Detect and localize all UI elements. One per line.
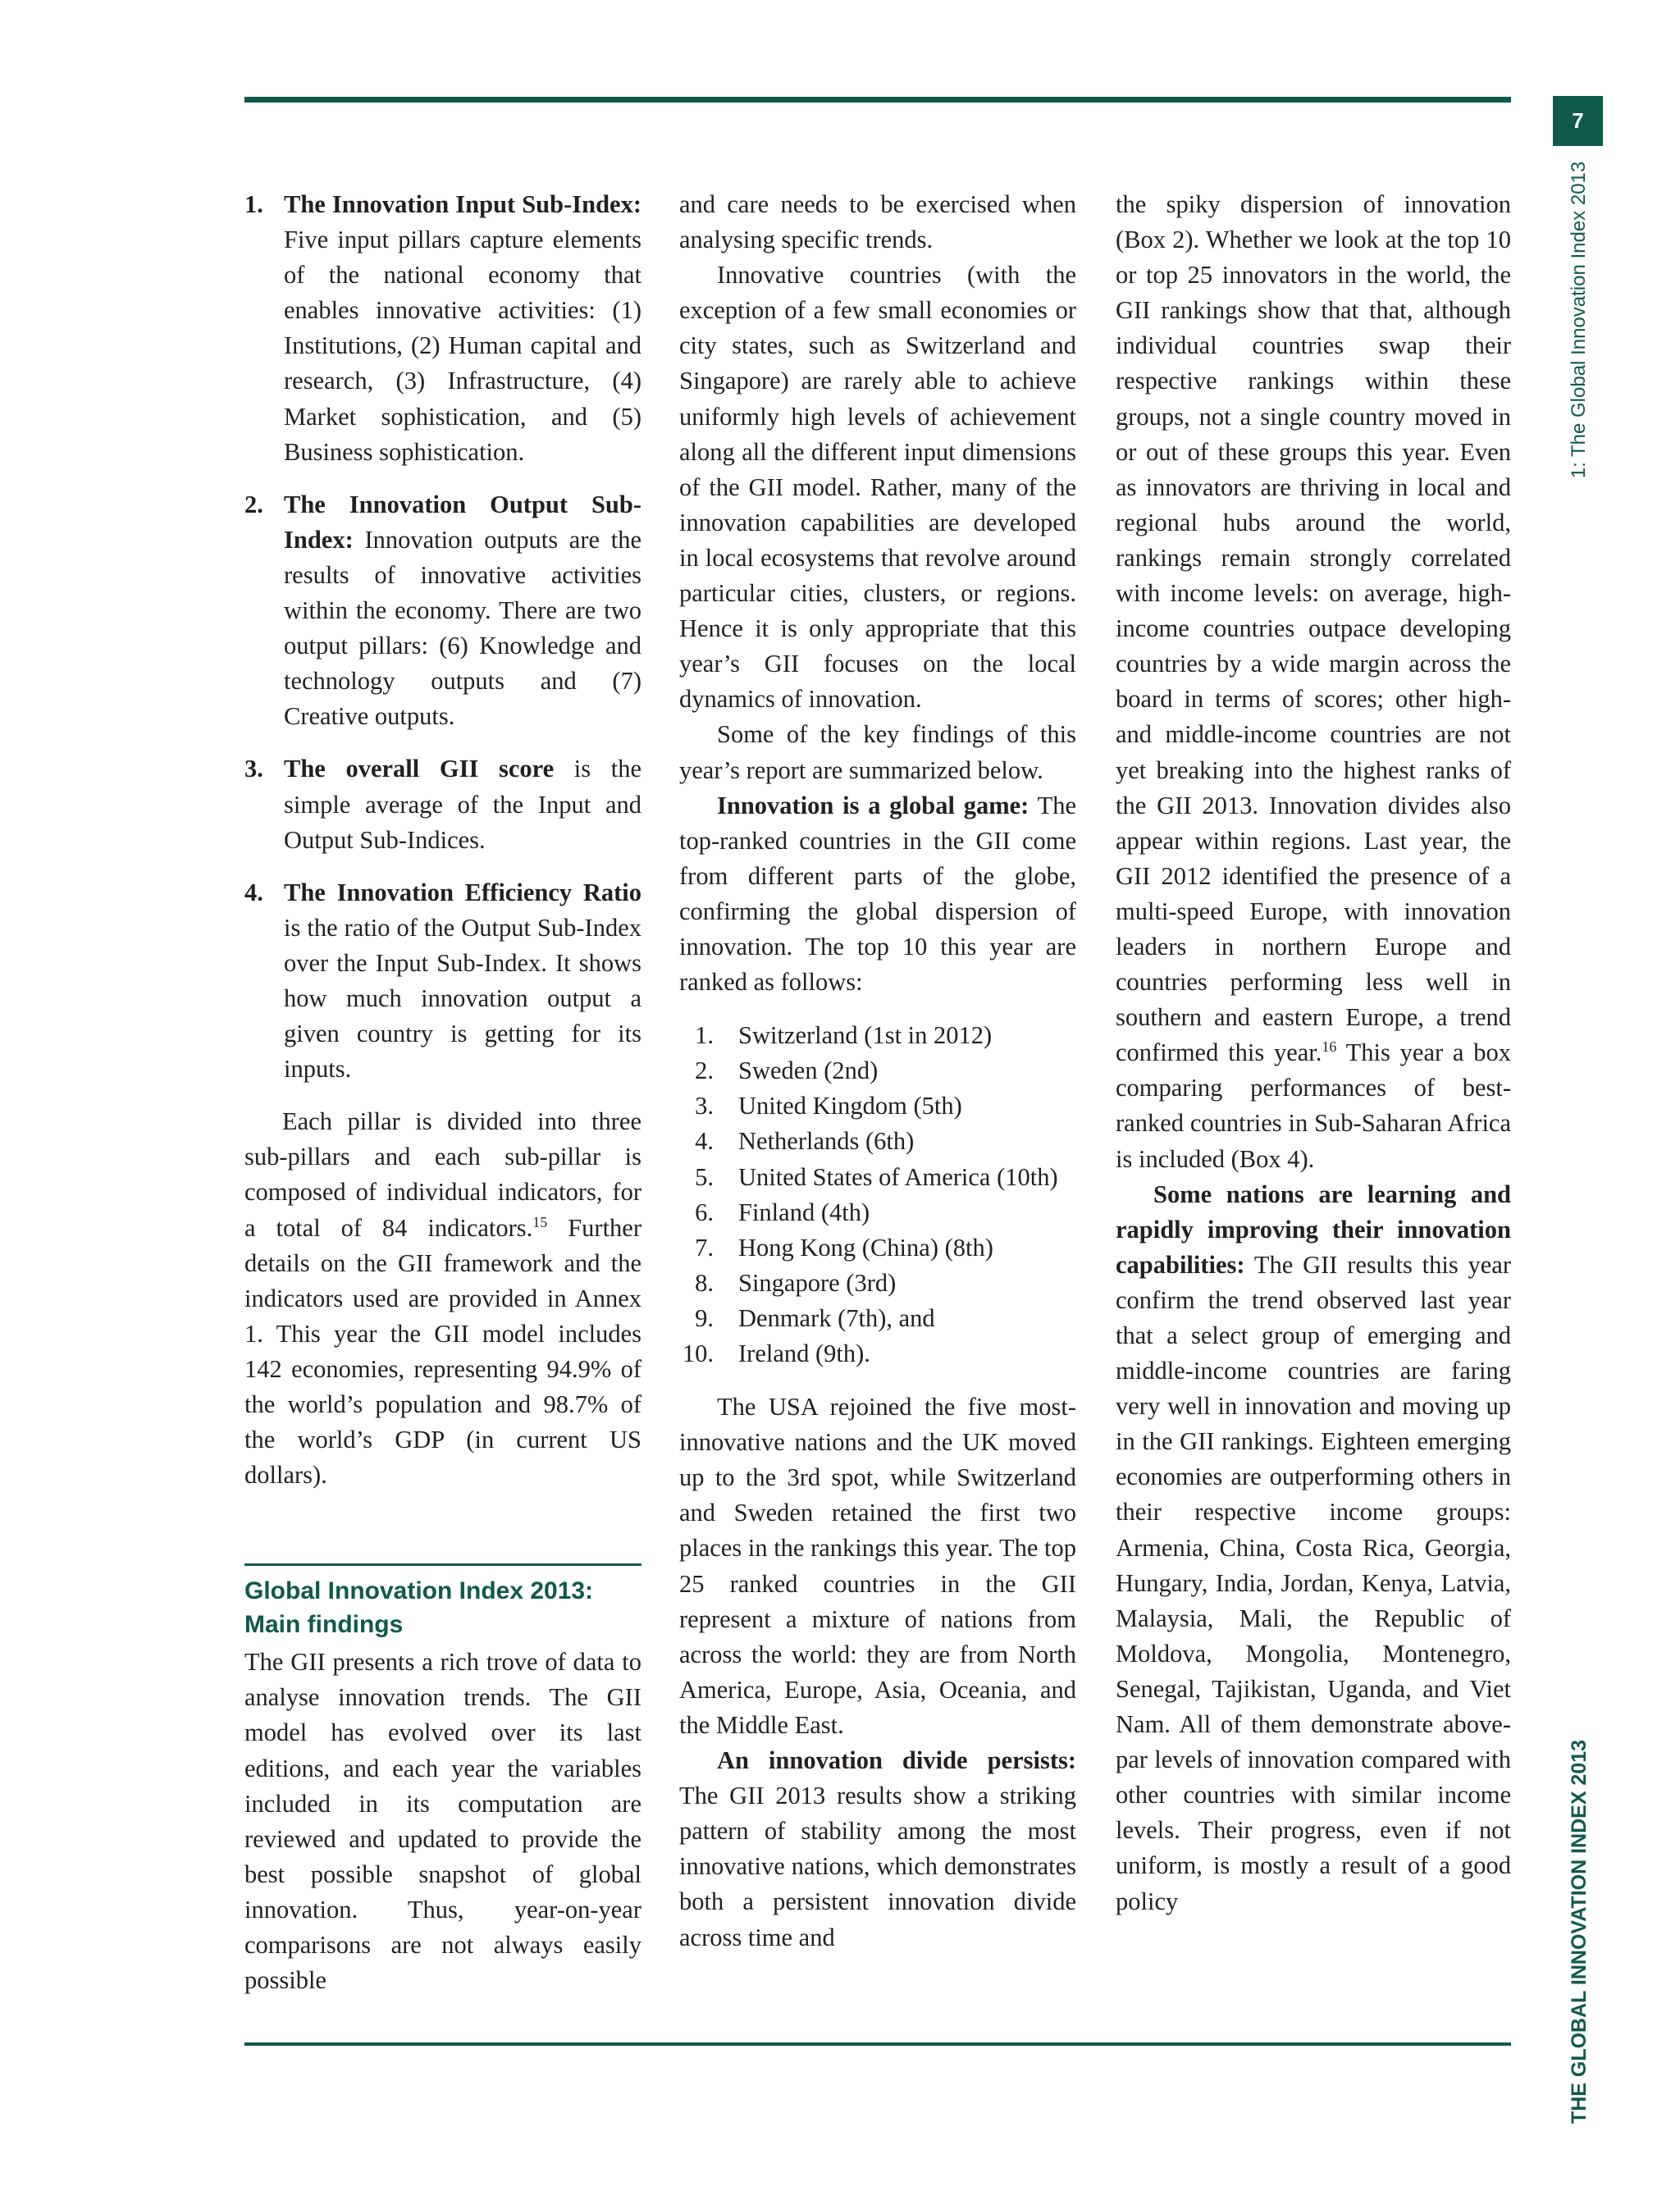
list-number: 3. bbox=[244, 755, 263, 783]
list-number: 5. bbox=[695, 1162, 714, 1191]
list-item bbox=[244, 187, 641, 470]
list-item bbox=[244, 487, 641, 735]
run-in-heading: Innovation is a global game: bbox=[717, 791, 1029, 819]
list-item: 8. Singapore (3rd) bbox=[679, 1266, 1076, 1301]
list-number: 4. bbox=[695, 1127, 714, 1156]
list-item-text: is the ratio of the Output Sub-Index over the Input Sub-Index. It shows how much innovation output a given country is getting for its inputs. bbox=[284, 913, 641, 1084]
body-paragraph: and care needs to be exercised when analysing specific trends. bbox=[679, 190, 1076, 254]
list-number: 7. bbox=[695, 1233, 714, 1262]
section-heading: Global Innovation Index 2013: Main findings bbox=[244, 1577, 594, 1639]
list-number: 3. bbox=[695, 1092, 714, 1120]
page-number: 7 bbox=[1553, 96, 1603, 146]
list-item: 6. Finland (4th) bbox=[679, 1195, 1076, 1230]
column-1 bbox=[244, 187, 641, 1998]
bottom-rule bbox=[244, 2042, 1511, 2046]
list-item-text: Five input pillars capture elements of the national economy that enables innovative activities: (1) Institutions, (2) Human capital and research, (3) Infrastructure, (4) Market sophistication, and (5) Business sophistication. bbox=[284, 226, 641, 466]
list-item: 2. Sweden (2nd) bbox=[679, 1053, 1076, 1088]
footnote-ref: 15 bbox=[532, 1213, 548, 1230]
body-paragraph: The GII presents a rich trove of data to analyse innovation trends. The GII model has evolved over its last editions, and each year the variables included in its computation are reviewed and updated to provide the best possible snapshot of global innovation. Thus, year-on-year comparisons are not always easily possible bbox=[244, 1648, 641, 1995]
list-item-term: The Innovation Efficiency Ratio bbox=[284, 878, 641, 906]
run-in-heading: An innovation divide persists: bbox=[717, 1746, 1076, 1775]
list-item bbox=[244, 875, 641, 1088]
body-paragraph: the spiky dispersion of innovation (Box 2). Whether we look at the top 10 or top 25 innovators in the world, the GII rankings show that that, although individual countries swap their respective rankings within these groups, not a single country moved in or out of these groups this year. Even as innovators are thriving in local and regional hubs around the world, rankings remain strongly correlated with income levels: on average, high-income countries outpace developing countries by a wide margin across the board in terms of scores; other high- and middle-income countries are not yet breaking into the highest ranks of the GII 2013. Innovation divides also appear within regions. Last year, the GII 2012 identified the presence of a multi-speed Europe, with innovation leaders in northern Europe and countries performing less well in southern and eastern Europe, a trend confirmed this year.$^{16}$ This year a box comparing performances of best-ranked countries in Sub-Saharan Africa is included (Box 4). bbox=[1116, 190, 1511, 1173]
list-item: 9. Denmark (7th), and bbox=[679, 1301, 1076, 1336]
list-number: 2. bbox=[244, 490, 263, 518]
list-item-term: The Innovation Output Sub-Index: bbox=[284, 490, 641, 554]
list-item: 1. Switzerland (1st in 2012) bbox=[679, 1018, 1076, 1053]
list-item: 7. Hong Kong (China) (8th) bbox=[679, 1230, 1076, 1266]
list-item-term: The Innovation Input Sub-Index: bbox=[284, 190, 641, 218]
footnote-ref: 16 bbox=[1322, 1038, 1337, 1056]
list-number: 1. bbox=[244, 190, 263, 218]
list-number: 4. bbox=[244, 878, 263, 906]
column-3 bbox=[1116, 187, 1511, 1919]
list-number: 2. bbox=[695, 1056, 714, 1085]
list-item: 3. United Kingdom (5th) bbox=[679, 1088, 1076, 1124]
list-item: 5. United States of America (10th) bbox=[679, 1160, 1076, 1195]
body-paragraph: The USA rejoined the five most-innovative nations and the UK moved up to the 3rd spot, while Switzerland and Sweden retained the first two places in the rankings this year. The top 25 ranked countries in the GII represent a mixture of nations from across the world: they are from North America, Europe, Asia, Oceania, and the Middle East. bbox=[679, 1393, 1076, 1739]
list-number: 8. bbox=[695, 1268, 714, 1297]
list-number: 9. bbox=[695, 1303, 714, 1332]
list-item: 10. Ireland (9th). bbox=[679, 1336, 1076, 1371]
body-paragraph: Innovative countries (with the exception of a few small economies or city states, such as Switzerland and Singapore) are rarely able to achieve uniformly high levels of achievement along all the different input dimensions of the GII model. Rather, many of the innovation capabilities are developed in local ecosystems that revolve around particular cities, clusters, or regions. Hence it is only appropriate that this year’s GII focuses on the local dynamics of innovation. bbox=[679, 261, 1076, 714]
column-2 bbox=[679, 187, 1076, 1956]
body-paragraph: Some nations are learning and rapidly improving their innovation capabilities: The GII results this year confirm the trend observed last year that a select group of emerging and middle-income countries are faring very well in innovation and moving up in the GII rankings. Eighteen emerging economies are outperforming others in their respective income groups: Armenia, China, Costa Rica, Georgia, Hungary, India, Jordan, Kenya, Latvia, Malaysia, Mali, the Republic of Moldova, Mongolia, Montenegro, Senegal, Tajikistan, Uganda, and Viet Nam. All of them demonstrate above-par levels of innovation compared with other countries with similar income levels. Their progress, even if not uniform, is mostly a result of a good policy bbox=[1116, 1180, 1511, 1915]
list-item: 4. Netherlands (6th) bbox=[679, 1124, 1076, 1159]
run-in-heading: Some nations are learning and rapidly improving their innovation capabilities: bbox=[1116, 1180, 1511, 1279]
top-rule bbox=[244, 97, 1511, 103]
pillar-list bbox=[244, 187, 641, 1087]
section-rule bbox=[244, 1563, 641, 1566]
running-head-chapter: 1: The Global Innovation Index 2013 bbox=[1568, 161, 1590, 479]
list-item bbox=[244, 751, 641, 857]
running-head-publication: THE GLOBAL INNOVATION INDEX 2013 bbox=[1568, 1739, 1591, 2124]
body-paragraph: Some of the key findings of this year’s report are summarized below. bbox=[679, 720, 1076, 784]
list-item-text: Innovation outputs are the results of innovative activities within the economy. There are two output pillars: (6) Knowledge and technology outputs and (7) Creative outputs. bbox=[284, 525, 641, 731]
body-paragraph: An innovation divide persists: The GII 2013 results show a striking pattern of stability among the most innovative nations, which demonstrates both a persistent innovation divide across time and bbox=[679, 1746, 1076, 1951]
list-number: 10. bbox=[682, 1339, 714, 1367]
top10-list bbox=[679, 1018, 1076, 1371]
list-number: 1. bbox=[695, 1021, 714, 1050]
body-paragraph: Innovation is a global game: The top-ranked countries in the GII come from different parts of the globe, confirming the global dispersion of innovation. The top 10 this year are ranked as follows: bbox=[679, 791, 1076, 997]
list-item-text: is the simple average of the Input and Output Sub-Indices. bbox=[284, 755, 641, 854]
list-item-term: The overall GII score bbox=[284, 755, 555, 783]
list-number: 6. bbox=[695, 1198, 714, 1226]
body-paragraph: Each pillar is divided into three sub-pillars and each sub-pillar is composed of individual indicators, for a total of 84 indicators.$^{15}$ Further details on the GII framework and the indicators used are provided in Annex 1. This year the GII model includes 142 economies, representing 94.9% of the world’s population and 98.7% of the world’s GDP (in current US dollars). bbox=[244, 1107, 641, 1490]
